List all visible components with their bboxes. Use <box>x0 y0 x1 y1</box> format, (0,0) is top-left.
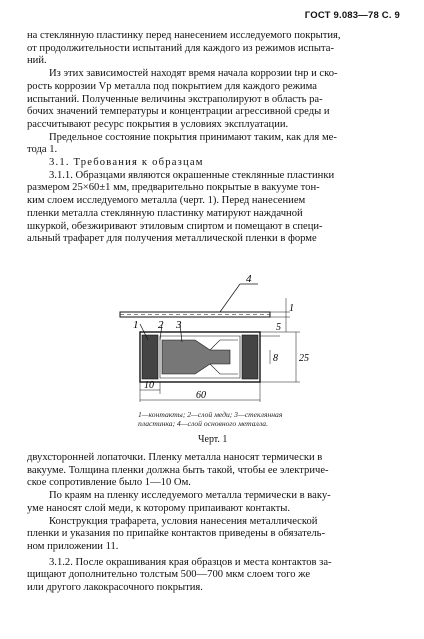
text-block-top <box>27 30 403 246</box>
paragraph-4: 3.1.1. Образцами являются окрашенные стеклянные пластинки размером 25×60±1 мм, предварительно покрытые в вакууме тон- ким слоем исследуемого металла (черт. 1). Перед нанесением пленки металла стеклянную пластинку матируют наждачной шкуркой, обезжиривают этиловым спиртом и помещают в специ- альный трафарет для получения металлической пленки в форме <box>27 169 335 245</box>
paragraph-6: По краям на пленку исследуемого металла термически в ваку- уме наносят слой меди, к которому припаивают контакты. <box>27 490 331 514</box>
label-1: 1 <box>133 319 139 331</box>
paragraph-3: Предельное состояние покрытия принимают таким, как для ме- тода 1. <box>27 131 337 156</box>
paragraph-8: 3.1.2. После окрашивания края образцов и места контактов за- щищают дополнительно толстым 500—700 мкм слоем того же или другого лакокрасочного покрытия. <box>27 556 332 594</box>
metal-film <box>162 340 230 374</box>
section-heading: 3.1. Требования к образцам <box>49 157 204 169</box>
dim-5: 5 <box>276 322 281 333</box>
contact-left <box>142 335 158 379</box>
figure-title: Черт. 1 <box>198 434 228 445</box>
dim-1: 1 <box>289 303 294 314</box>
dim-25: 25 <box>299 353 309 364</box>
figure-caption: 1—контакты; 2—слой меди; 3—стеклянная пластинка; 4—слой основного металла. <box>138 410 283 429</box>
contact-right <box>242 335 258 379</box>
page-header: ГОСТ 9.083—78 С. 9 <box>304 10 400 21</box>
text-block-bottom <box>27 452 403 595</box>
paragraph-7: Конструкция трафарета, условия нанесения металлической пленки и указания по припайке контактов приведены в обязатель- ном приложении 11. <box>27 515 326 552</box>
dim-10: 10 <box>144 380 154 391</box>
label-4: 4 <box>246 273 252 285</box>
dim-8: 8 <box>273 353 278 364</box>
label-2: 2 <box>158 319 164 331</box>
label-3: 3 <box>176 319 182 331</box>
paragraph-1: на стеклянную пластинку перед нанесением исследуемого покрытия, от продолжительности испытаний для каждого из режимов испыта- ний. <box>27 30 341 67</box>
sample-drawing <box>100 262 330 407</box>
paragraph-2: Из этих зависимостей находят время начала коррозии tнр и ско- рость коррозии Vр металла под покрытием для каждого режима испытаний. Полученные величины экстраполируют в область ра- бочих значений температуры и концентрации агрессивной среды и рассчитывают ресурс покрытия в условиях эксплуатации. <box>27 68 338 130</box>
paragraph-5: двухсторонней лопаточки. Пленку металла наносят термически в вакууме. Толщина пленки должна быть такой, чтобы ее электриче- ское сопротивление было 1—10 Ом. <box>27 452 329 489</box>
dim-60: 60 <box>196 390 206 401</box>
